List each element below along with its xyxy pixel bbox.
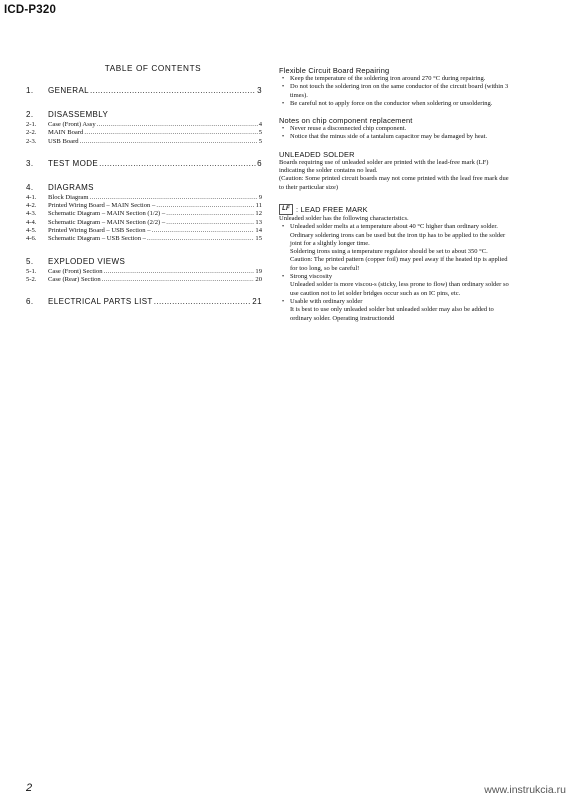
leader-dots — [102, 276, 255, 283]
toc-section — [26, 183, 262, 244]
toc-page: 11 — [255, 202, 262, 210]
unleaded-section — [279, 150, 511, 192]
toc-label: EXPLODED VIEWS — [48, 256, 126, 266]
leader-dots — [84, 129, 257, 136]
list-item: • Keep the temperature of the soldering iron around 270 °C during repairing. — [279, 75, 511, 83]
toc-item-row — [26, 219, 262, 227]
leader-dots — [89, 194, 257, 201]
caution-note: Caution: The printed pattern (copper foil) may peel away if the heated tip is applied for too long, so be careful! — [290, 256, 508, 272]
toc-number: 4-4. — [26, 218, 37, 226]
toc-number: 2-2. — [26, 129, 37, 137]
toc-label: DISASSEMBLY — [48, 110, 109, 119]
leader-dots — [166, 219, 254, 226]
bullet-title: • Usable with ordinary solder — [290, 297, 363, 305]
toc-label: MAIN Board — [48, 129, 84, 137]
bullet-title: • Unleaded solder melts at a temperature about 40 °C higher than ordinary solder. — [290, 223, 498, 231]
watermark: www.instrukcia.ru — [484, 784, 566, 796]
table-of-contents — [26, 64, 262, 321]
toc-label: Case (Front) Assy — [48, 121, 96, 128]
list-item — [279, 298, 511, 323]
leader-dots — [104, 268, 255, 275]
toc-label: Case (Rear) Section — [48, 275, 101, 283]
paragraph: Unleaded solder is more viscou-s (sticky, less prone to flow) than ordinary solder so use caution not to let solder bridges occur such as on IC pins, etc. — [290, 281, 509, 297]
lead-free-icon: LF — [279, 204, 293, 215]
paragraph: Unleaded solder has the following characteristics. — [279, 214, 409, 222]
toc-page: 3 — [257, 86, 262, 95]
toc-number: 4-1. — [26, 193, 37, 201]
leader-dots — [152, 227, 255, 234]
toc-item-row — [26, 268, 262, 276]
chip-section — [279, 116, 511, 142]
list-item: • Do not touch the soldering iron on the same conductor of the circuit board (within 3 times). — [279, 83, 511, 100]
paragraph: Ordinary soldering irons can be used but the iron tip has to be applied to the solder joint for a slightly longer time. — [290, 231, 506, 247]
toc-page: 13 — [255, 218, 262, 226]
toc-page: 12 — [255, 210, 262, 218]
toc-label: Case (Front) Section — [48, 267, 103, 275]
notes-column — [279, 66, 511, 331]
toc-label: Schematic Diagram – MAIN Section (2/2) – — [48, 218, 166, 226]
toc-section-row — [26, 183, 262, 194]
toc-label: Printed Wiring Board – USB Section – — [48, 227, 151, 235]
toc-page: 9 — [258, 193, 262, 201]
toc-section-row — [26, 257, 262, 268]
paragraph: Soldering irons using a temperature regulator should be set to about 350 °C. — [290, 248, 488, 256]
toc-label: ELECTRICAL PARTS LIST — [48, 297, 153, 307]
list-item: • Notice that the minus side of a tantalum capacitor may be damaged by heat. — [279, 133, 511, 141]
toc-section — [26, 110, 262, 146]
toc-number: 4-2. — [26, 202, 37, 210]
toc-number: 4-6. — [26, 235, 37, 243]
toc-number: 2. — [26, 110, 34, 119]
list-item: • Never reuse a disconnected chip component. — [279, 125, 511, 133]
list-item — [279, 223, 511, 273]
toc-page: 19 — [255, 267, 262, 275]
toc-section-row — [26, 110, 262, 121]
toc-section-row — [26, 297, 262, 308]
toc-item-row — [26, 129, 262, 137]
toc-number: 2-1. — [26, 121, 37, 128]
leader-dots — [80, 138, 258, 145]
toc-item-row — [26, 202, 262, 210]
toc-label: Schematic Diagram – USB Section – — [48, 235, 146, 243]
toc-item-row — [26, 276, 262, 284]
toc-label: GENERAL — [48, 86, 90, 95]
toc-item-row — [26, 227, 262, 235]
section-heading: UNLEADED SOLDER — [279, 149, 355, 159]
toc-number: 4-3. — [26, 210, 37, 218]
toc-page: 21 — [252, 297, 262, 307]
toc-section — [26, 159, 262, 170]
toc-number: 2-3. — [26, 137, 37, 145]
toc-number: 5. — [26, 256, 34, 266]
toc-number: 4. — [26, 182, 34, 192]
toc-section — [26, 257, 262, 285]
toc-number: 1. — [26, 86, 34, 95]
toc-item-row — [26, 121, 262, 129]
toc-item-row — [26, 235, 262, 243]
toc-label: Schematic Diagram – MAIN Section (1/2) – — [48, 210, 166, 218]
toc-page: 4 — [258, 121, 262, 128]
toc-section-row — [26, 159, 262, 170]
leader-dots — [147, 235, 254, 242]
lead-free-heading: : LEAD FREE MARK — [296, 204, 368, 214]
toc-section — [26, 297, 262, 308]
leader-dots — [97, 121, 258, 128]
toc-number: 6. — [26, 297, 34, 307]
toc-page: 5 — [258, 129, 262, 137]
lead-free-section — [279, 204, 511, 323]
toc-label: TEST MODE — [48, 158, 99, 168]
toc-item-row — [26, 210, 262, 218]
flex-board-section — [279, 66, 511, 108]
toc-section — [26, 86, 262, 97]
section-heading: Flexible Circuit Board Repairing — [279, 66, 390, 75]
toc-label: USB Board — [48, 137, 79, 145]
toc-number: 5-2. — [26, 275, 37, 283]
toc-page: 6 — [257, 158, 262, 168]
leader-dots — [166, 210, 254, 217]
toc-number: 5-1. — [26, 267, 37, 275]
page-number: 2 — [26, 782, 33, 794]
section-heading: Notes on chip component replacement — [279, 116, 413, 126]
toc-label: Block Diagram — [48, 193, 89, 201]
leader-dots — [99, 159, 256, 168]
toc-page: 14 — [255, 227, 262, 235]
toc-item-row — [26, 194, 262, 202]
toc-label: Printed Wiring Board – MAIN Section – — [48, 202, 156, 210]
leader-dots — [154, 297, 252, 306]
toc-title: TABLE OF CONTENTS — [104, 64, 202, 73]
list-item: • Be careful not to apply force on the conductor when soldering or unsoldering. — [279, 100, 511, 108]
toc-page: 20 — [255, 275, 262, 283]
list-item — [279, 273, 511, 298]
toc-body — [26, 86, 262, 308]
caution-note: (Caution: Some printed circuit boards may not come printed with the lead free mark due to their particular size) — [279, 175, 509, 191]
toc-section-row — [26, 86, 262, 97]
toc-item-row — [26, 138, 262, 146]
paragraph: It is best to use only unleaded solder but unleaded solder may also be added to ordinary solder. Operating instructiondd — [290, 306, 494, 322]
toc-number: 4-5. — [26, 227, 37, 235]
toc-number: 3. — [26, 158, 34, 168]
model-header: ICD-P320 — [4, 4, 57, 16]
section-heading — [279, 204, 511, 215]
leader-dots — [156, 202, 254, 209]
leader-dots — [90, 86, 256, 95]
toc-label: DIAGRAMS — [48, 182, 94, 192]
toc-page: 5 — [258, 137, 262, 145]
toc-page: 15 — [255, 235, 262, 243]
bullet-title: • Strong viscosity — [290, 273, 333, 281]
paragraph: Boards requiring use of unleaded solder are printed with the lead-free mark (LF) indicating the solder contains no lead. — [279, 158, 489, 175]
